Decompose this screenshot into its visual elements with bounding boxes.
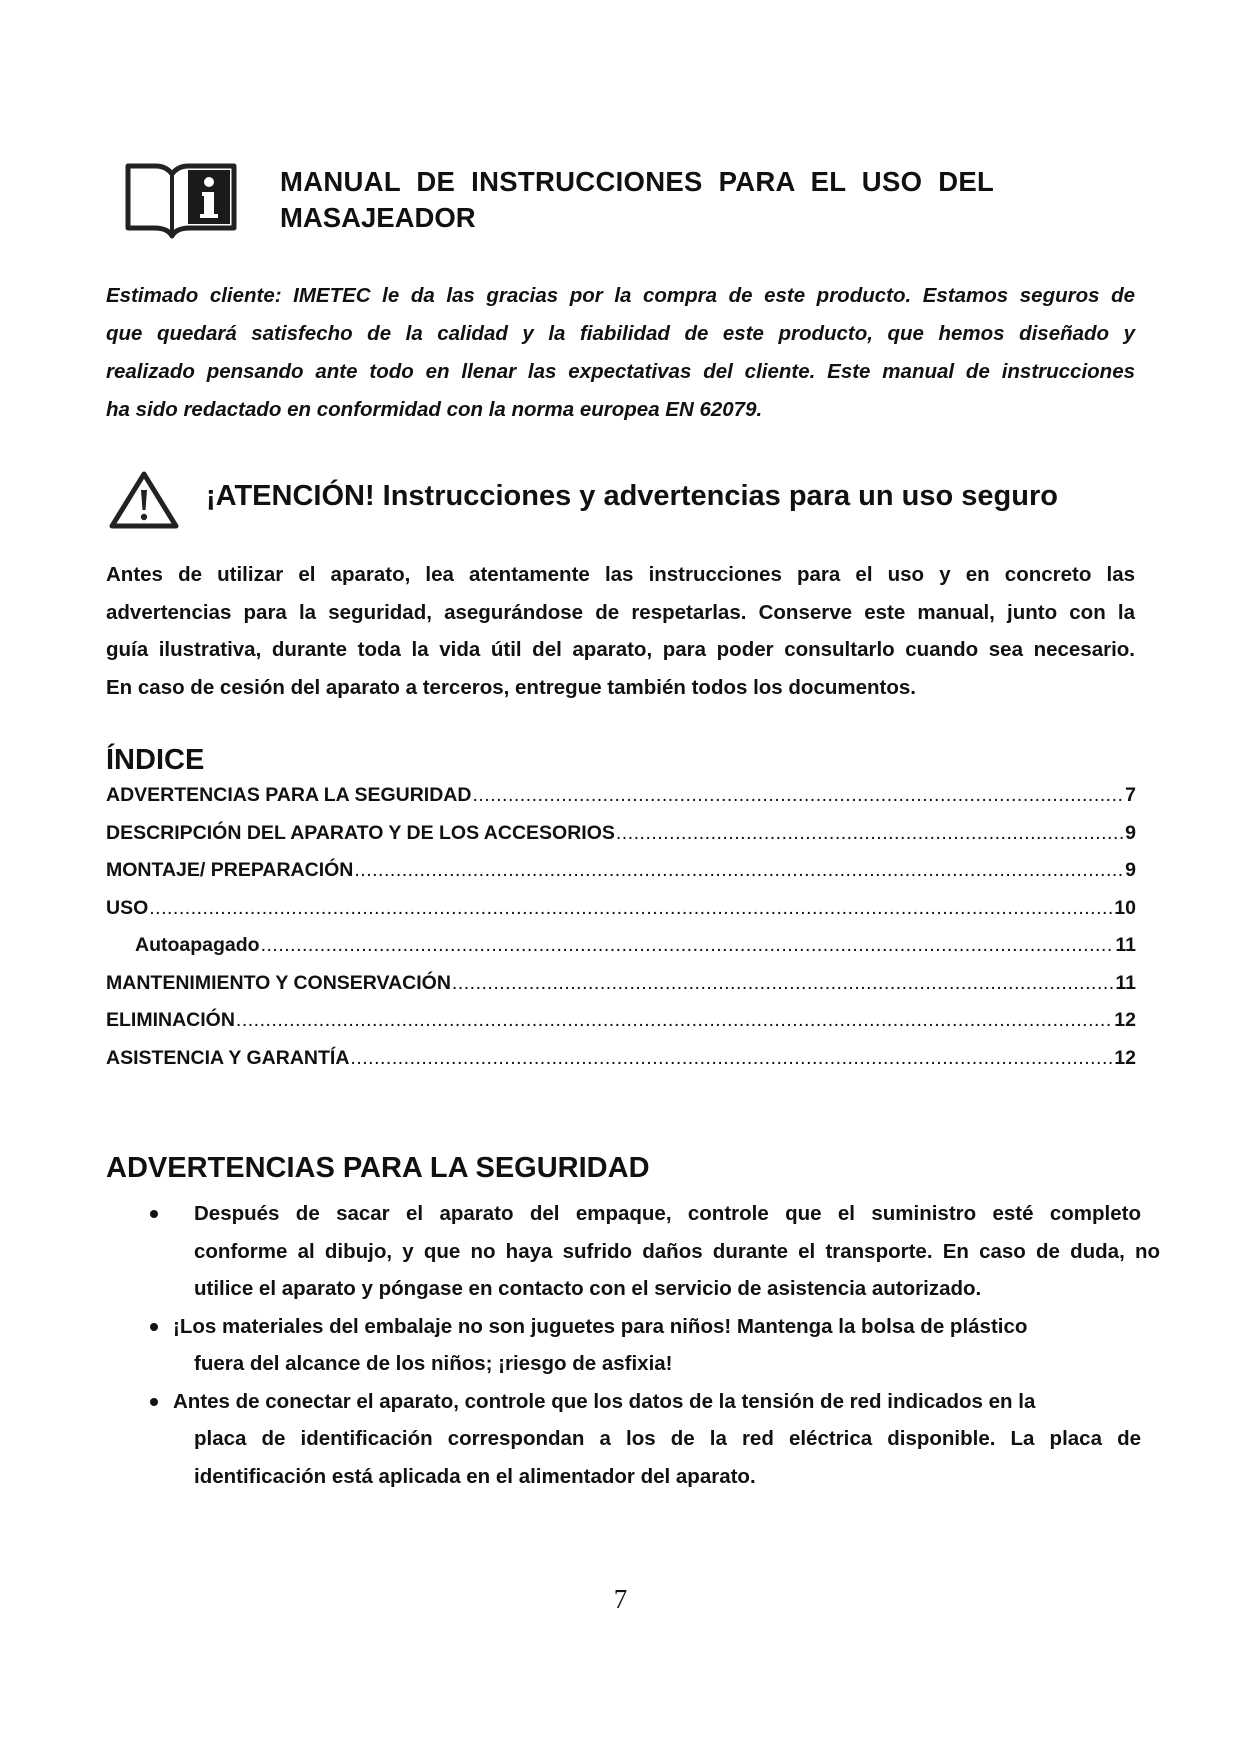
- toc-entry-uso[interactable]: [106, 897, 1136, 935]
- toc-label: ASISTENCIA Y GARANTÍA: [106, 1046, 350, 1069]
- table-of-contents: [106, 784, 1136, 1084]
- warning-triangle-icon: [108, 470, 180, 530]
- toc-label: ELIMINACIÓN: [106, 1009, 235, 1031]
- intro-line: que quedará satisfecho de la calidad y la fiabilidad de este producto, que hemos diseñado y: [106, 322, 1135, 345]
- intro-line: ha sido redactado en conformidad con la norma europea EN 62079.: [106, 398, 763, 421]
- toc-entry-autoapagado[interactable]: [106, 934, 1136, 972]
- toc-page: 9: [1125, 859, 1136, 881]
- bullet-line: Antes de conectar el aparato, controle que los datos de la tensión de red indicados en la: [173, 1389, 1036, 1413]
- title-line-1: MANUAL DE INSTRUCCIONES PARA EL USO DEL: [280, 166, 995, 197]
- toc-page: 12: [1114, 1046, 1136, 1069]
- bullet-line: conforme al dibujo, y que no haya sufrido daños durante el transporte. En caso de duda, no: [194, 1239, 1160, 1263]
- list-item: [106, 1195, 1160, 1308]
- toc-page: 11: [1115, 971, 1136, 994]
- toc-label: USO: [106, 896, 149, 919]
- toc-page: 12: [1114, 1009, 1136, 1031]
- bullet-line: placa de identificación correspondan a los de la red eléctrica disponible. La placa de: [194, 1427, 1141, 1450]
- toc-label: DESCRIPCIÓN DEL APARATO Y DE LOS ACCESORIOS: [106, 821, 615, 844]
- toc-label: MANTENIMIENTO Y CONSERVACIÓN: [106, 971, 451, 994]
- bullet-dot: [150, 1323, 158, 1331]
- page-title: [280, 164, 1140, 236]
- toc-label: ADVERTENCIAS PARA LA SEGURIDAD: [106, 784, 472, 806]
- toc-entry-advertencias[interactable]: [106, 784, 1136, 822]
- bullet-line: fuera del alcance de los niños; ¡riesgo de asfixia!: [194, 1352, 673, 1375]
- attention-heading: ¡ATENCIÓN! Instrucciones y advertencias para un uso seguro: [206, 480, 1058, 512]
- intro-paragraph: [106, 277, 1135, 429]
- toc-leader: [452, 972, 1114, 995]
- bullet-dot: [150, 1210, 158, 1218]
- safety-bullet-list: [106, 1195, 1160, 1495]
- bullet-dot: [150, 1398, 158, 1406]
- toc-page: 10: [1114, 896, 1136, 919]
- bullet-line: identificación está aplicada en el alimentador del aparato.: [194, 1464, 756, 1488]
- page-number: 7: [613, 1584, 628, 1614]
- intro-line: Estimado cliente: IMETEC le da las gracias por la compra de este producto. Estamos seguros de: [106, 284, 1135, 307]
- toc-leader: [616, 822, 1124, 845]
- attention-paragraph: [106, 556, 1135, 706]
- toc-leader: [350, 1047, 1113, 1070]
- index-title: ÍNDICE: [106, 744, 205, 776]
- attention-line: Antes de utilizar el aparato, lea atentamente las instrucciones para el uso y en concreto las: [106, 563, 1135, 586]
- toc-leader: [261, 934, 1115, 957]
- title-line-2: MASAJEADOR: [280, 202, 476, 233]
- toc-label: Autoapagado: [135, 934, 260, 956]
- attention-line: advertencias para la seguridad, asegurándose de respetarlas. Conserve este manual, junto con la: [106, 600, 1135, 624]
- list-item: [106, 1308, 1141, 1383]
- toc-leader: [472, 784, 1124, 807]
- toc-page: 11: [1115, 934, 1136, 956]
- attention-line: En caso de cesión del aparato a terceros, entregue también todos los documentos.: [106, 675, 916, 699]
- toc-page: 7: [1125, 784, 1136, 806]
- toc-entry-mantenimiento[interactable]: [106, 972, 1136, 1010]
- bullet-line: ¡Los materiales del embalaje no son juguetes para niños! Mantenga la bolsa de plástico: [173, 1314, 1028, 1338]
- bullet-line: utilice el aparato y póngase en contacto con el servicio de asistencia autorizado.: [194, 1277, 982, 1300]
- toc-leader: [236, 1009, 1113, 1032]
- toc-leader: [149, 897, 1113, 920]
- toc-entry-montaje[interactable]: [106, 859, 1136, 897]
- attention-line: guía ilustrativa, durante toda la vida útil del aparato, para poder consultarlo cuando sea necesario.: [106, 638, 1135, 661]
- info-manual-icon: [122, 158, 240, 240]
- toc-entry-descripcion[interactable]: [106, 822, 1136, 860]
- toc-leader: [354, 859, 1124, 882]
- bullet-line: Después de sacar el aparato del empaque, controle que el suministro esté completo: [194, 1202, 1141, 1225]
- list-item: [106, 1383, 1141, 1496]
- intro-line: realizado pensando ante todo en llenar las expectativas del cliente. Este manual de instrucciones: [106, 360, 1135, 383]
- toc-entry-asistencia[interactable]: [106, 1047, 1136, 1085]
- toc-entry-eliminacion[interactable]: [106, 1009, 1136, 1047]
- toc-label: MONTAJE/ PREPARACIÓN: [106, 859, 354, 881]
- safety-section-title: ADVERTENCIAS PARA LA SEGURIDAD: [106, 1152, 650, 1184]
- toc-page: 9: [1125, 821, 1136, 844]
